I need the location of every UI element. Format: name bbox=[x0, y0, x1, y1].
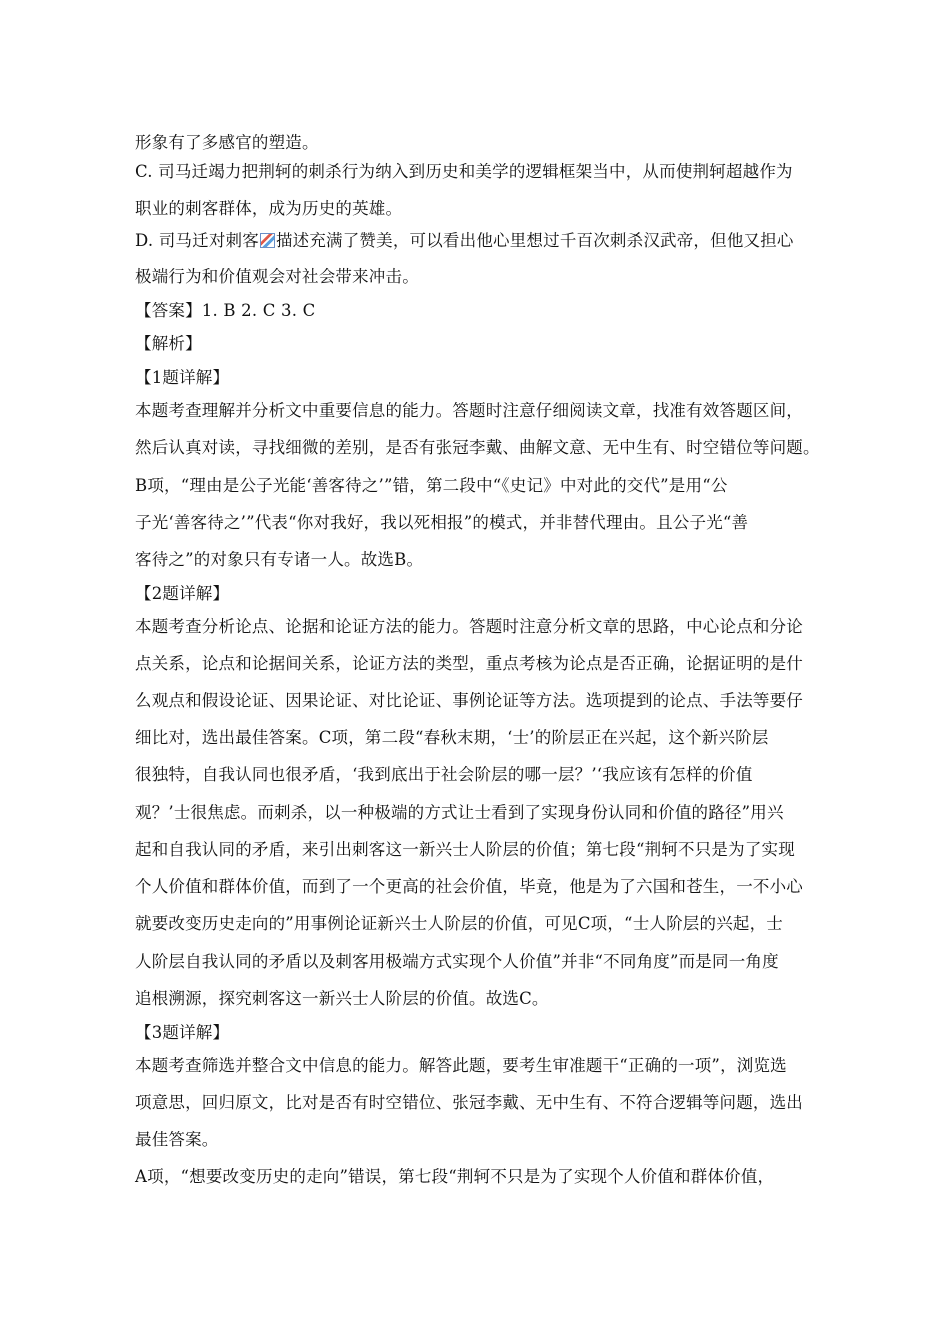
q3-line-4: A项，“想要改变历史的走向”错误，第七段“荆轲不只是为了实现个人价值和群体价值， bbox=[135, 1167, 775, 1186]
q2-line-4: 细比对，选出最佳答案。C项，第二段“春秋末期，‘士’的阶层正在兴起，这个新兴阶层 bbox=[135, 728, 769, 747]
q2-line-9: 就要改变历史走向的”用事例论证新兴士人阶层的价值，可见C项，“士人阶层的兴起，士 bbox=[135, 914, 783, 933]
broken-image-icon bbox=[260, 233, 275, 248]
option-d-prefix: D. 司马迁对刺客 bbox=[135, 231, 259, 250]
option-c-line-2: 职业的刺客群体，成为历史的英雄。 bbox=[135, 199, 403, 218]
q2-line-3: 么观点和假设论证、因果论证、对比论证、事例论证等方法。选项提到的论点、手法等要仔 bbox=[135, 691, 803, 710]
option-c-line-1: C. 司马迁竭力把荆轲的刺杀行为纳入到历史和美学的逻辑框架当中，从而使荆轲超越作为 bbox=[135, 162, 793, 181]
q2-line-5: 很独特，自我认同也很矛盾，‘我到底出于社会阶层的哪一层？’‘我应该有怎样的价值 bbox=[135, 765, 753, 784]
q2-heading: 【2题详解】 bbox=[135, 584, 230, 603]
q2-line-1: 本题考查分析论点、论据和论证方法的能力。答题时注意分析文章的思路，中心论点和分论 bbox=[135, 617, 803, 636]
q3-heading: 【3题详解】 bbox=[135, 1023, 230, 1042]
text-line: 形象有了多感官的塑造。 bbox=[135, 133, 319, 152]
option-d-suffix: 描述充满了赞美，可以看出他心里想过千百次刺杀汉武帝，但他又担心 bbox=[275, 231, 794, 250]
q3-line-2: 项意思，回归原文，比对是否有时空错位、张冠李戴、无中生有、不符合逻辑等问题，选出 bbox=[135, 1093, 803, 1112]
option-d-line-1 bbox=[135, 230, 825, 252]
option-d-line-2: 极端行为和价值观会对社会带来冲击。 bbox=[135, 267, 419, 286]
q1-line-2: 然后认真对读，寻找细微的差别，是否有张冠李戴、曲解文意、无中生有、时空错位等问题。 bbox=[135, 438, 820, 457]
q3-line-3: 最佳答案。 bbox=[135, 1130, 219, 1149]
q2-line-11: 追根溯源，探究刺客这一新兴士人阶层的价值。故选C。 bbox=[135, 989, 549, 1008]
q2-line-8: 个人价值和群体价值，而到了一个更高的社会价值，毕竟，他是为了六国和苍生，一不小心 bbox=[135, 877, 803, 896]
q2-line-6: 观？’士很焦虑。而刺杀，以一种极端的方式让士看到了实现身份认同和价值的路径”用兴 bbox=[135, 803, 784, 822]
q1-line-4: 子光‘善客待之’”代表“你对我好，我以死相报”的模式，并非替代理由。且公子光“善 bbox=[135, 513, 749, 532]
q1-line-3: B项，“理由是公子光能‘善客待之’”错，第二段中“《史记》中对此的交代”是用“公 bbox=[135, 476, 728, 495]
answer-line: 【答案】1. B 2. C 3. C bbox=[135, 301, 316, 320]
q2-line-10: 人阶层自我认同的矛盾以及刺客用极端方式实现个人价值”并非“不同角度”而是同一角度 bbox=[135, 952, 779, 971]
q3-line-1: 本题考查筛选并整合文中信息的能力。解答此题，要考生审准题干“正确的一项”，浏览选 bbox=[135, 1056, 787, 1075]
q2-line-2: 点关系，论点和论据间关系，论证方法的类型，重点考核为论点是否正确，论据证明的是什 bbox=[135, 654, 803, 673]
q1-heading: 【1题详解】 bbox=[135, 368, 230, 387]
q2-line-7: 起和自我认同的矛盾，来引出刺客这一新兴士人阶层的价值；第七段“荆轲不只是为了实现 bbox=[135, 840, 795, 859]
analysis-heading: 【解析】 bbox=[135, 334, 202, 353]
q1-line-1: 本题考查理解并分析文中重要信息的能力。答题时注意仔细阅读文章，找准有效答题区间， bbox=[135, 401, 803, 420]
q1-line-5: 客待之”的对象只有专诸一人。故选B。 bbox=[135, 550, 424, 569]
